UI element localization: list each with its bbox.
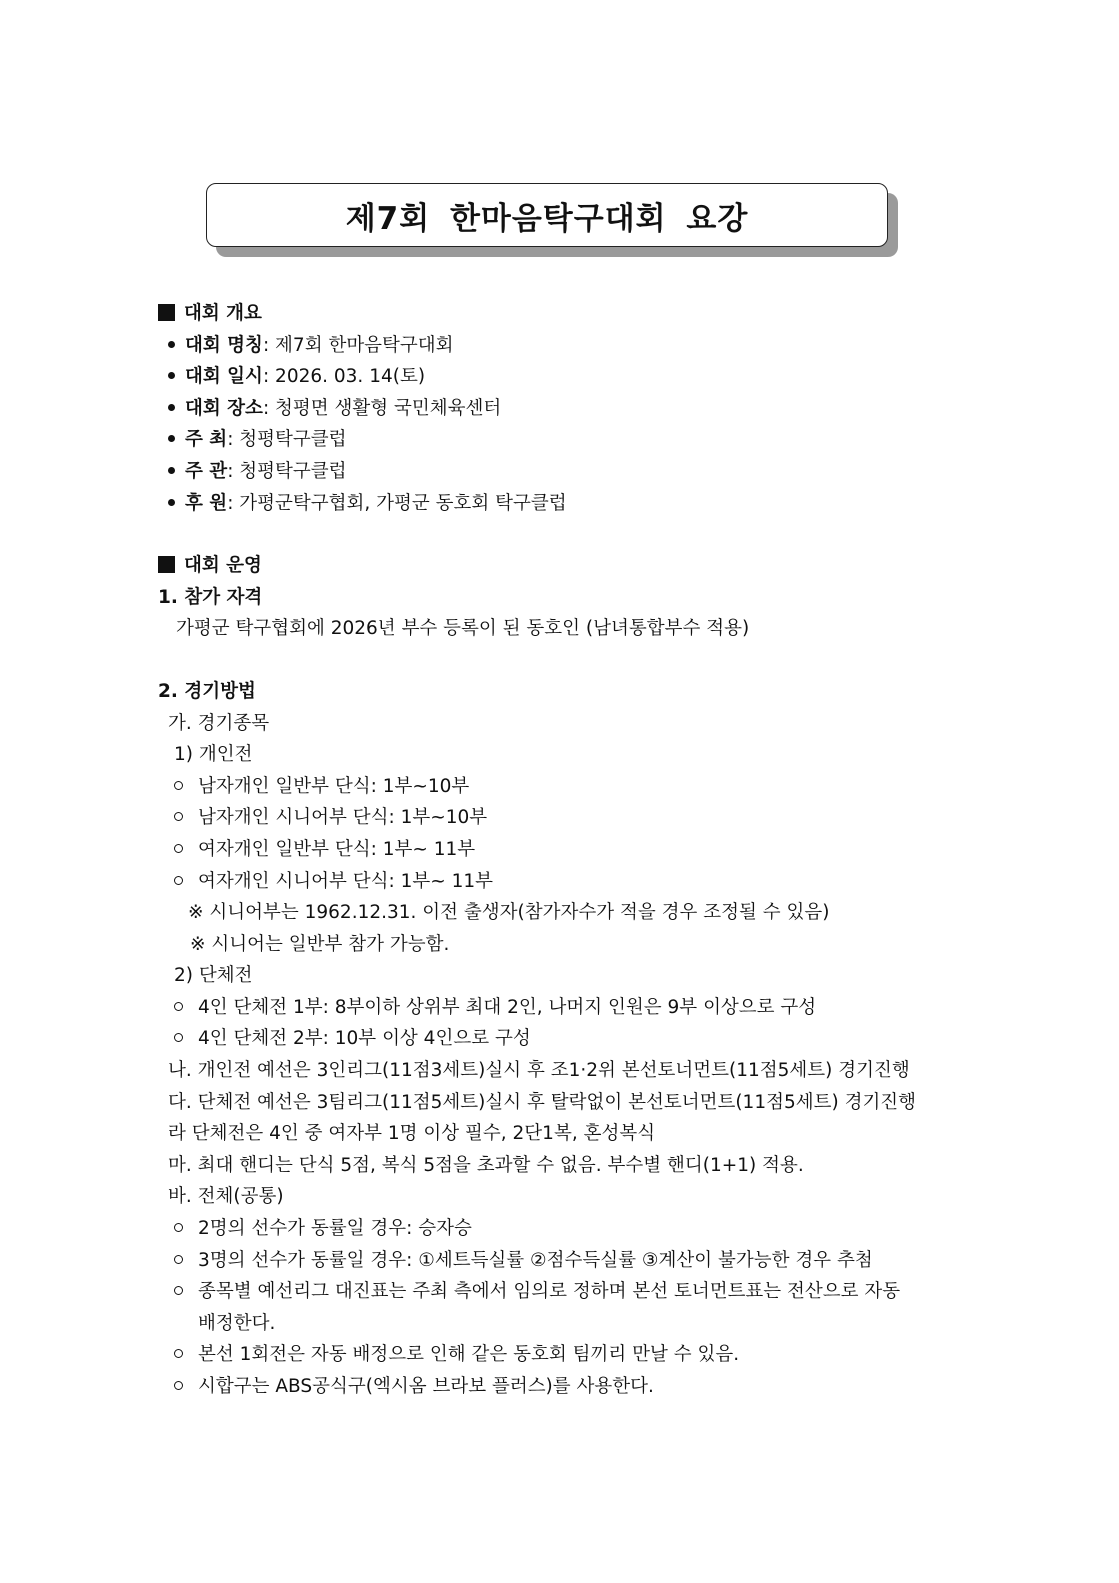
- page-title: 제7회 한마음탁구대회 요강: [345, 200, 749, 237]
- item-text: 2명의 선수가 동률일 경우: 승자승: [198, 1218, 472, 1240]
- circle-bullet-icon: [174, 1381, 183, 1390]
- subsection-da: 다. 단체전 예선은 3팀리그(11점5세트)실시 후 탈락없이 본선토너먼트(11점5세트) 경기진행: [168, 1091, 917, 1113]
- overview-value: : 2026. 03. 14(토): [262, 366, 426, 388]
- circle-bullet-icon: [174, 1286, 183, 1295]
- subsection-ma: 마. 최대 핸디는 단식 5점, 복식 5점을 초과할 수 없음. 부수별 핸디(1+1) 적용.: [168, 1154, 804, 1176]
- item-text: 남자개인 시니어부 단식: 1부~10부: [198, 807, 488, 829]
- section-header-overview: [158, 298, 978, 330]
- circle-bullet-icon: [174, 1255, 183, 1264]
- individual-item: [158, 834, 978, 866]
- circle-bullet-icon: [174, 812, 183, 821]
- team-heading: 2) 단체전: [174, 965, 253, 987]
- common-item-continuation: 배정한다.: [198, 1312, 276, 1334]
- spacer: [158, 645, 978, 676]
- title-box: [206, 183, 888, 247]
- overview-label: 후 원: [185, 492, 228, 514]
- common-item: [158, 1339, 978, 1371]
- common-item: [158, 1276, 978, 1308]
- item-text: 4인 단체전 2부: 10부 이상 4인으로 구성: [198, 1028, 531, 1050]
- note: ※ 시니어부는 1962.12.31. 이전 출생자(참가자수가 적을 경우 조정될 수 있음): [188, 902, 830, 924]
- common-item: [158, 1213, 978, 1245]
- subsection-na: 나. 개인전 예선은 3인리그(11점3세트)실시 후 조1·2위 본선토너먼트(11점5세트) 경기진행: [168, 1060, 910, 1082]
- individual-item: [158, 771, 978, 803]
- circle-bullet-icon: [174, 1033, 183, 1042]
- item-text: 남자개인 일반부 단식: 1부~10부: [198, 775, 470, 797]
- square-bullet-icon: [158, 556, 175, 573]
- spacer: [158, 519, 978, 550]
- title-frame: [206, 183, 888, 247]
- item-text: 여자개인 일반부 단식: 1부~ 11부: [198, 838, 476, 860]
- eligibility-heading: 1. 참가 자격: [158, 586, 263, 608]
- item-text: 본선 1회전은 자동 배정으로 인해 같은 동호회 팀끼리 만날 수 있음.: [198, 1344, 740, 1366]
- document-body: [158, 298, 978, 1403]
- bullet-icon: [168, 499, 175, 506]
- section-title: 대회 운영: [184, 555, 262, 577]
- square-bullet-icon: [158, 304, 175, 321]
- overview-label: 대회 명칭: [185, 334, 263, 356]
- overview-value: : 제7회 한마음탁구대회: [262, 334, 454, 356]
- overview-item: [158, 424, 978, 456]
- bullet-icon: [168, 467, 175, 474]
- bullet-icon: [168, 372, 175, 379]
- bullet-icon: [168, 341, 175, 348]
- overview-label: 대회 장소: [185, 397, 263, 419]
- team-item: [158, 992, 978, 1024]
- overview-item: [158, 361, 978, 393]
- eligibility-text: 가평군 탁구협회에 2026년 부수 등록이 된 동호인 (남녀통합부수 적용): [176, 618, 750, 640]
- item-text: 3명의 선수가 동률일 경우: ①세트득실률 ②점수득실률 ③계산이 불가능한 경우 추첨: [198, 1249, 873, 1271]
- overview-item: [158, 330, 978, 362]
- bullet-icon: [168, 435, 175, 442]
- subsection-ga: 가. 경기종목: [168, 712, 270, 734]
- circle-bullet-icon: [174, 876, 183, 885]
- item-text: 시합구는 ABS공식구(엑시옴 브라보 플러스)를 사용한다.: [198, 1376, 654, 1397]
- circle-bullet-icon: [174, 844, 183, 853]
- circle-bullet-icon: [174, 1349, 183, 1358]
- item-text: 종목별 예선리그 대진표는 주최 측에서 임의로 정하며 본선 토너먼트표는 전산으로 자동: [198, 1281, 901, 1303]
- overview-value: : 청평면 생활형 국민체육센터: [262, 397, 502, 419]
- item-text: 4인 단체전 1부: 8부이하 상위부 최대 2인, 나머지 인원은 9부 이상으로 구성: [198, 996, 817, 1018]
- circle-bullet-icon: [174, 1223, 183, 1232]
- note: ※ 시니어는 일반부 참가 가능함.: [190, 933, 450, 955]
- team-item: [158, 1023, 978, 1055]
- overview-item: [158, 488, 978, 520]
- overview-label: 주 최: [185, 429, 228, 451]
- individual-item: [158, 866, 978, 898]
- individual-item: [158, 802, 978, 834]
- bullet-icon: [168, 404, 175, 411]
- overview-item: [158, 393, 978, 425]
- item-text: 여자개인 시니어부 단식: 1부~ 11부: [198, 870, 494, 892]
- subsection-ra: 라 단체전은 4인 중 여자부 1명 이상 필수, 2단1복, 혼성복식: [168, 1123, 656, 1145]
- overview-item: [158, 456, 978, 488]
- overview-label: 주 관: [185, 460, 228, 482]
- common-item: [158, 1371, 978, 1403]
- common-item: [158, 1245, 978, 1277]
- section-header-operation: [158, 550, 978, 582]
- overview-value: : 청평탁구클럽: [227, 429, 347, 451]
- overview-value: : 가평군탁구협회, 가평군 동호회 탁구클럽: [227, 492, 567, 514]
- section-title: 대회 개요: [184, 303, 262, 324]
- circle-bullet-icon: [174, 1002, 183, 1011]
- subsection-ba-heading: 바. 전체(공통): [168, 1186, 284, 1208]
- overview-label: 대회 일시: [185, 366, 263, 388]
- circle-bullet-icon: [174, 781, 183, 790]
- method-heading: 2. 경기방법: [158, 680, 256, 702]
- overview-value: : 청평탁구클럽: [227, 460, 347, 482]
- individual-heading: 1) 개인전: [174, 744, 253, 766]
